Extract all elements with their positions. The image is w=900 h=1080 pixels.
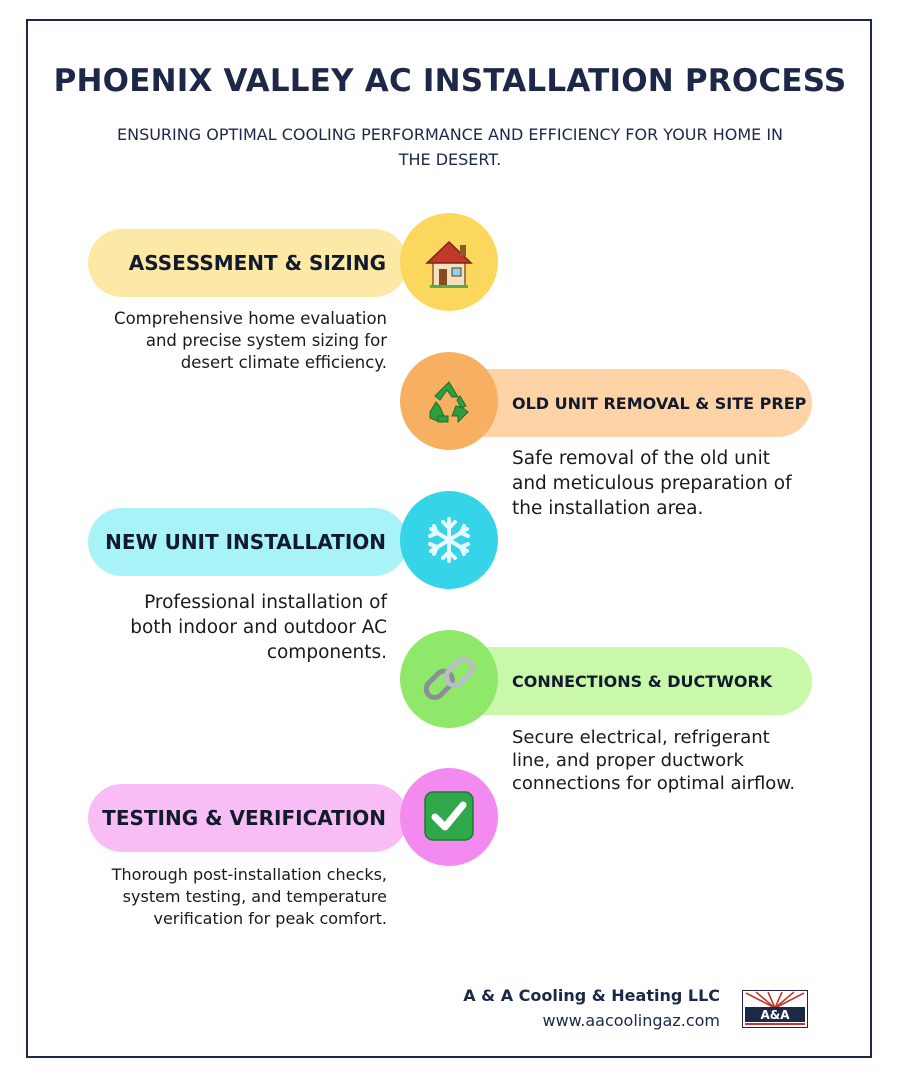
page-title: PHOENIX VALLEY AC INSTALLATION PROCESS	[53, 63, 847, 99]
step-4-description: Secure electrical, refrigerant line, and proper ductwork connections for optimal airflow.	[512, 727, 796, 794]
step-5-pill	[88, 784, 408, 852]
company-name: A & A Cooling & Heating LLC	[463, 986, 720, 1005]
step-5-description: Thorough post-installation checks, system testing, and temperature verification for peak comfort.	[111, 865, 387, 928]
link-icon	[400, 630, 498, 728]
checkmark-icon	[400, 768, 498, 866]
step-1-description: Comprehensive home evaluation and precise system sizing for desert climate efficiency.	[114, 309, 387, 372]
step-3-title: NEW UNIT INSTALLATION	[105, 530, 386, 554]
page-subtitle: ENSURING OPTIMAL COOLING PERFORMANCE AND EFFICIENCY FOR YOUR HOME IN THE DESERT.	[116, 125, 784, 169]
logo-text: A&A	[760, 1008, 790, 1022]
step-1-circle	[400, 213, 498, 311]
step-2-description: Safe removal of the old unit and meticulous preparation of the installation area.	[512, 448, 792, 519]
company-website[interactable]: www.aacoolingaz.com	[542, 1011, 720, 1030]
step-1-pill	[88, 229, 408, 297]
house-icon	[400, 213, 498, 311]
step-1-title: ASSESSMENT & SIZING	[128, 251, 386, 275]
snowflake-icon	[400, 491, 498, 589]
step-5-title: TESTING & VERIFICATION	[102, 806, 386, 830]
step-3-circle	[400, 491, 498, 589]
step-3-pill	[88, 508, 408, 576]
step-4-circle	[400, 630, 498, 728]
step-3-description: Professional installation of both indoor and outdoor AC components.	[130, 592, 387, 663]
recycle-icon	[400, 352, 498, 450]
step-2-circle	[400, 352, 498, 450]
company-logo	[742, 990, 808, 1028]
step-2-title: OLD UNIT REMOVAL & SITE PREP	[512, 393, 807, 413]
step-5-circle	[400, 768, 498, 866]
step-4-title: CONNECTIONS & DUCTWORK	[512, 671, 773, 691]
